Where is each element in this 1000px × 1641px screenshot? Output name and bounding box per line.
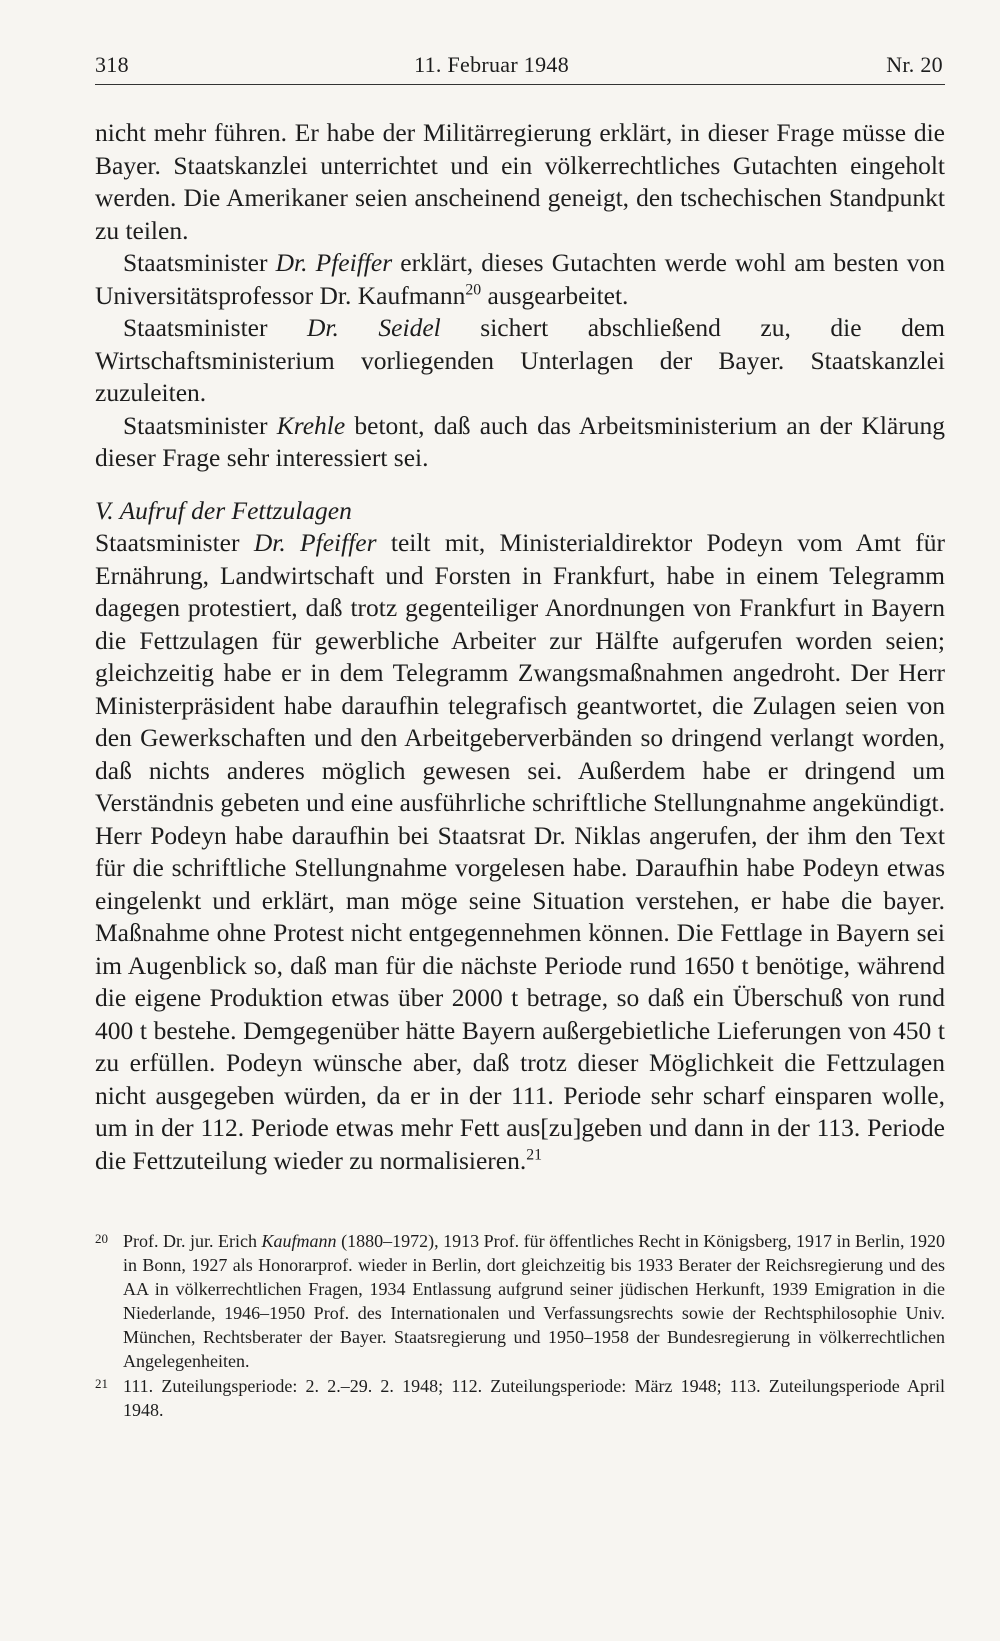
footnote-ref-21[interactable]: 21 bbox=[526, 1146, 543, 1164]
paragraph-text: sichert abschließend zu, die dem Wirtschaftsministerium vorliegenden Unterlagen der Bayer. Staatskanzlei zuzuleiten. bbox=[95, 313, 945, 407]
footnote-prefix: Prof. Dr. jur. Erich bbox=[123, 1231, 262, 1251]
paragraph-5 bbox=[95, 527, 945, 1177]
footnote-20 bbox=[95, 1229, 945, 1373]
speaker-prefix: Staatsminister bbox=[123, 410, 277, 440]
footnote-text bbox=[123, 1229, 945, 1373]
speaker-prefix: Staatsminister bbox=[95, 528, 254, 557]
page-number: 318 bbox=[95, 52, 129, 77]
speaker-name: Dr. Pfeiffer bbox=[253, 528, 377, 557]
paragraph-text-end: ausgearbeitet. bbox=[481, 280, 629, 310]
section-heading: V. Aufruf der Fettzulagen bbox=[95, 495, 352, 525]
speaker-prefix: Staatsminister bbox=[123, 313, 308, 342]
paragraph-4 bbox=[95, 410, 945, 475]
footnote-number: 21 bbox=[95, 1376, 108, 1391]
document-page bbox=[95, 52, 945, 1423]
running-header bbox=[95, 52, 945, 85]
paragraph-text: erklärt, dieses Gutachten werde wohl am besten von Universitätsprofessor Dr. Kaufmann bbox=[95, 248, 945, 310]
footnote-21 bbox=[95, 1374, 945, 1422]
footnote-text: 111. Zuteilungsperiode: 2. 2.–29. 2. 1948; 112. Zuteilungsperiode: März 1948; 113. Zuteilungsperiode April 1948. bbox=[123, 1376, 945, 1420]
main-text bbox=[95, 117, 945, 1177]
footnotes bbox=[95, 1229, 945, 1422]
speaker-name: Dr. Seidel bbox=[307, 313, 441, 342]
paragraph-2 bbox=[95, 247, 945, 312]
speaker-name: Krehle bbox=[276, 410, 346, 440]
header-date: 11. Februar 1948 bbox=[414, 52, 569, 77]
footnote-ref-20[interactable]: 20 bbox=[465, 281, 482, 299]
footnote-person-name: Kaufmann bbox=[261, 1231, 337, 1251]
speaker-name: Dr. Pfeiffer bbox=[275, 248, 393, 277]
footnote-body: (1880–1972), 1913 Prof. für öffentliches Recht in Königsberg, 1917 in Berlin, 1920 in Bonn, 1927 als Honorarprof. wieder in Berlin, dort gleichzeitig bis 1933 Berater der Reichsregierung und des AA in völkerrechtlichen Fragen, 1934 Entlassung aufgrund seiner jüdischen Herkunft, 1939 Emigration in die Niederlande, 1946–1950 Prof. des Internationalen und Verfassungsrechts sowie der Rechtsphilosophie Univ. München, Rechtsberater der Bayer. Staatsregierung und 1950–1958 der Bundesregierung in völkerrechtlichen Angelegenheiten. bbox=[123, 1231, 945, 1371]
paragraph-3 bbox=[95, 312, 945, 410]
speaker-prefix: Staatsminister bbox=[123, 248, 276, 277]
paragraph-text: teilt mit, Ministerialdirektor Podeyn vom Amt für Ernährung, Landwirtschaft und Forsten in Frankfurt, habe in einem Telegramm dagegen protestiert, daß trotz gegenteiliger Anordnungen von Frankfurt in Bayern die Fettzulagen für gewerbliche Arbeiter zur Hälfte aufgerufen worden seien; gleichzeitig habe er in dem Telegramm Zwangsmaßnahmen angedroht. Der Herr Ministerpräsident habe daraufhin telegrafisch geantwortet, die Zulagen seien von den Gewerkschaften und den Arbeitgeberverbänden so dringend verlangt worden, daß nichts anderes möglich gewesen sei. Außerdem habe er dringend um Verständnis gebeten und eine ausführliche schriftliche Stellungnahme angekündigt. Herr Podeyn habe daraufhin bei Staatsrat Dr. Niklas angerufen, der ihm den Text für die schriftliche Stellungnahme vorgelesen habe. Daraufhin habe Podeyn etwas eingelenkt und erklärt, man möge seine Situation verstehen, er habe die bayer. Maßnahme ohne Protest nicht entgegennehmen können. Die Fettlage in Bayern sei im Augenblick so, daß man für die nächste Periode rund 1650 t benötige, während die eigene Produktion etwas über 2000 t betrage, so daß ein Überschuß von rund 400 t bestehe. Demgegenüber hätte Bayern außergebietliche Lieferungen von 450 t zu erfüllen. Podeyn wünsche aber, daß trotz dieser Möglichkeit die Fettzulagen nicht ausgegeben würden, da er in der 111. Periode sehr scharf einsparen wolle, um in der 112. Periode etwas mehr Fett aus[zu]geben und dann in der 113. Periode die Fettzuteilung wieder zu normalisieren. bbox=[95, 528, 946, 1175]
paragraph-1: nicht mehr führen. Er habe der Militärregierung erklärt, in dieser Frage müsse die Bayer. Staatskanzlei unterrichtet und ein völkerrechtliches Gutachten eingeholt werden. Die Amerikaner seien anscheinend geneigt, den tschechischen Standpunkt zu teilen. bbox=[95, 118, 945, 245]
footnote-number: 20 bbox=[95, 1231, 108, 1246]
issue-number: Nr. 20 bbox=[886, 52, 943, 77]
paragraph-text: betont, daß auch das Arbeitsministerium an der Klärung dieser Frage sehr interessiert sei. bbox=[95, 410, 946, 472]
